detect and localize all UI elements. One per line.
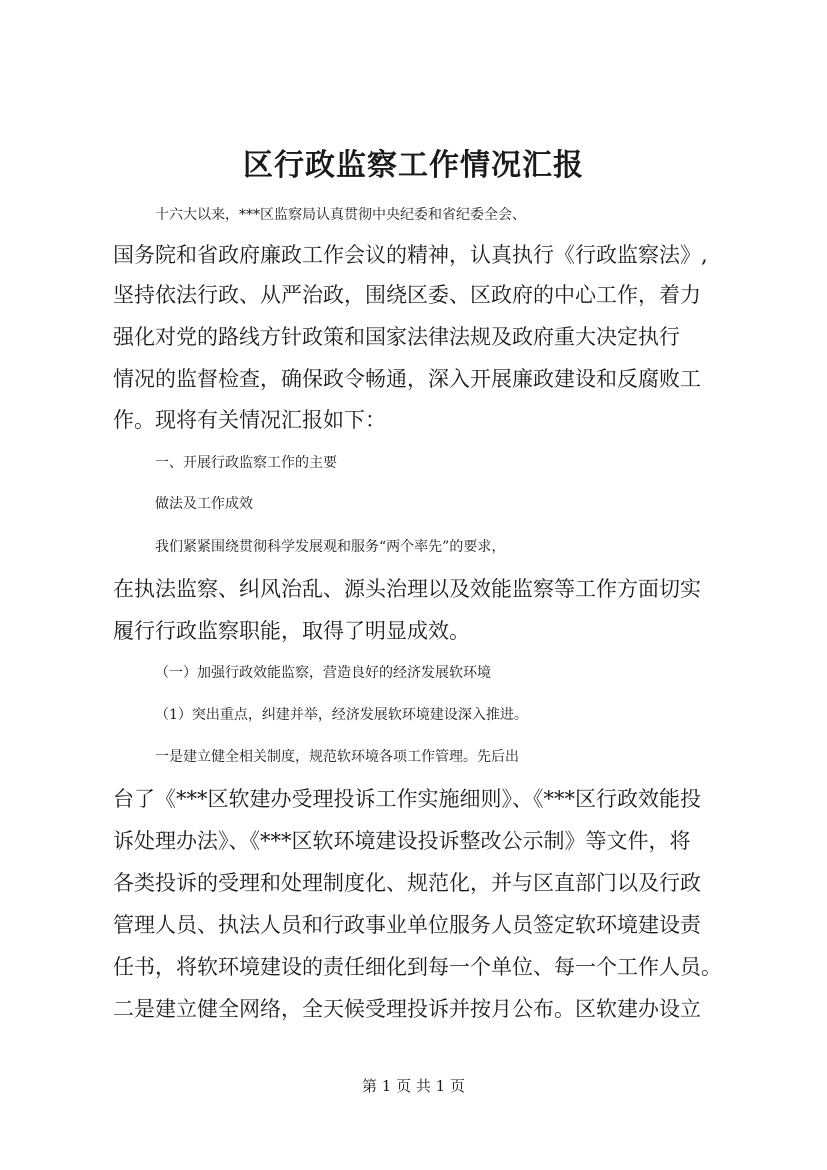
body-line: 诉处理办法》、《***区软环境建设投诉整改公示制》等文件，将 xyxy=(113,829,691,853)
body-line: 十六大以来，***区监察局认真贯彻中央纪委和省纪委全会、 xyxy=(155,207,526,223)
body-line: 各类投诉的受理和处理制度化、规范化，并与区直部门以及行政 xyxy=(113,871,701,895)
subsection-heading: （一）加强行政效能监察，营造良好的经济发展软环境 xyxy=(155,665,491,681)
body-line: 台了《***区软建办受理投诉工作实施细则》、《***区行政效能投 xyxy=(113,787,701,811)
body-line: 管理人员、执法人员和行政事业单位服务人员签定软环境建设责 xyxy=(113,913,701,937)
body-line: 我们紧紧围绕贯彻科学发展观和服务“两个率先”的要求， xyxy=(155,539,506,555)
body-line: 在执法监察、纠风治乱、源头治理以及效能监察等工作方面切实 xyxy=(113,577,701,601)
body-line: 履行行政监察职能，取得了明显成效。 xyxy=(113,619,470,643)
page-number-footer: 第 1 页 共 1 页 xyxy=(362,1077,465,1095)
section-heading: 一、开展行政监察工作的主要 xyxy=(155,455,337,471)
subsection-heading: （1）突出重点，纠建并举，经济发展软环境建设深入推进。 xyxy=(155,707,528,723)
body-line: 强化对党的路线方针政策和国家法律法规及政府重大决定执行 xyxy=(113,325,680,349)
body-line: 国务院和省政府廉政工作会议的精神，认真执行《行政监察法》, xyxy=(113,243,708,267)
document-title: 区行政监察工作情况汇报 xyxy=(243,148,584,183)
body-line: 作。现将有关情况汇报如下： xyxy=(113,408,386,432)
section-heading: 做法及工作成效 xyxy=(155,496,253,512)
body-line: 任书，将软环境建设的责任细化到每一个单位、每一个工作人员。 xyxy=(113,955,722,979)
body-line: 一是建立健全相关制度，规范软环境各项工作管理。先后出 xyxy=(155,749,519,765)
body-line: 情况的监督检查，确保政令畅通，深入开展廉政建设和反腐败工 xyxy=(113,367,701,391)
body-line: 二是建立健全网络，全天候受理投诉并按月公布。区软建办设立 xyxy=(113,997,701,1021)
body-line: 坚持依法行政、从严治政，围绕区委、区政府的中心工作，着力 xyxy=(113,283,701,307)
